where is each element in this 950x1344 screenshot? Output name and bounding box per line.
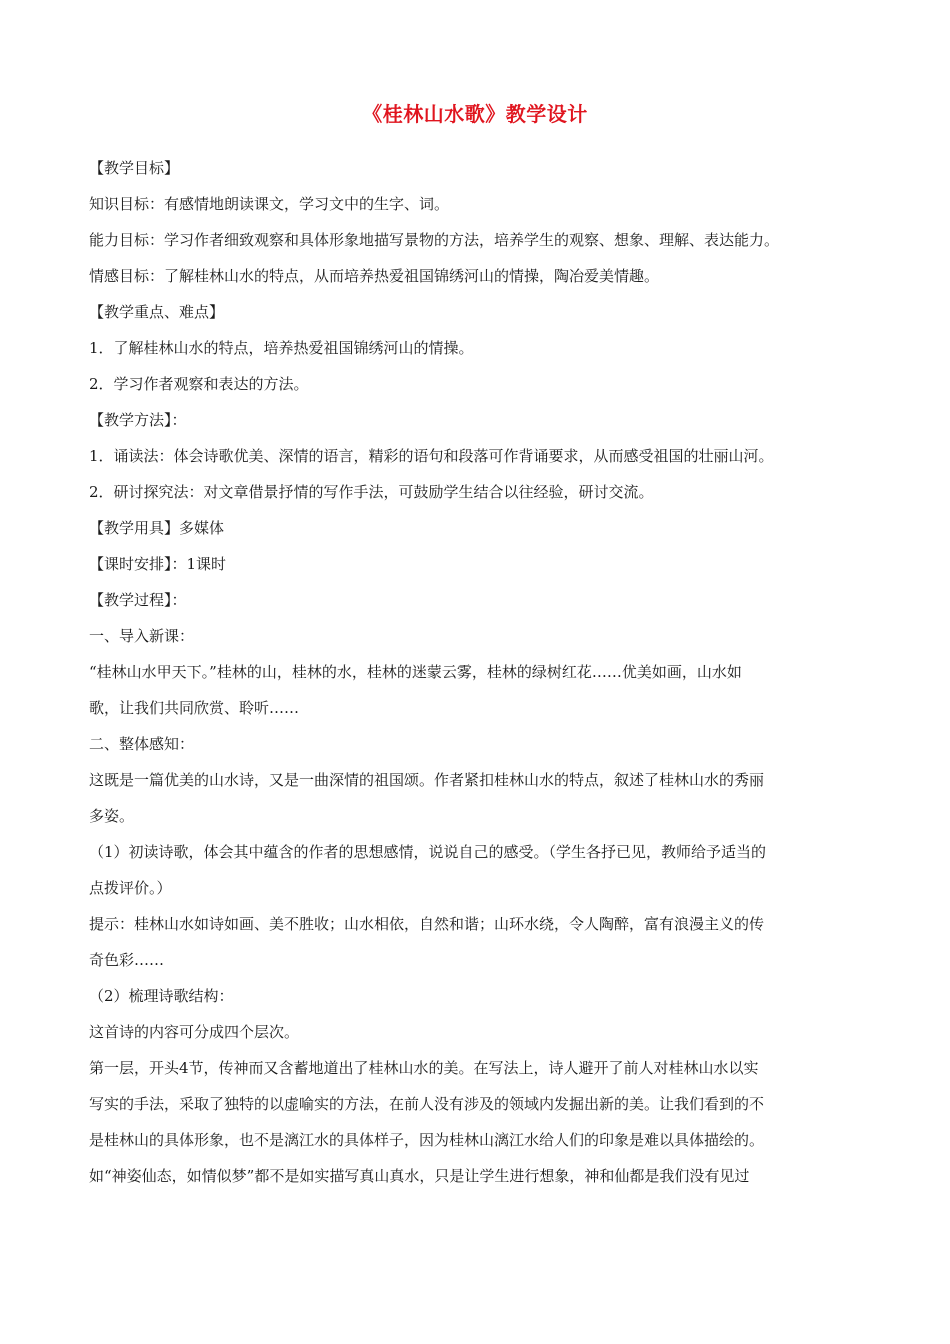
paragraph-introduction-line-2: 歌，让我们共同欣赏、聆听…… <box>89 699 300 717</box>
paragraph-step-1-line-1: （1）初读诗歌，体会其中蕴含的作者的思想感情，说说自己的感受。（学生各抒已见，教师给予适当的 <box>89 843 767 861</box>
document-body <box>89 150 861 1194</box>
paragraph-layer-1-line-3: 是桂林山的具体形象，也不是漓江水的具体样子，因为桂林山漓江水给人们的印象是难以具体描绘的。 <box>89 1131 765 1149</box>
paragraph-step-2: （2）梳理诗歌结构： <box>89 987 234 1005</box>
section-heading-key-points: 【教学重点、难点】 <box>89 303 225 321</box>
paragraph-emotion-goal: 情感目标：了解桂林山水的特点，从而培养热爱祖国锦绣河山的情操，陶冶爱美情趣。 <box>89 267 660 285</box>
section-heading-goals: 【教学目标】 <box>89 159 180 177</box>
paragraph-hint-line-1: 提示：桂林山水如诗如画、美不胜收；山水相依，自然和谐；山环水绕，令人陶醉，富有浪漫主义的传 <box>89 915 765 933</box>
paragraph-knowledge-goal: 知识目标：有感情地朗读课文，学习文中的生字、词。 <box>89 195 450 213</box>
paragraph-structure-intro: 这首诗的内容可分成四个层次。 <box>89 1023 300 1041</box>
subheading-overall-perception: 二、整体感知： <box>89 735 195 753</box>
subheading-introduction: 一、导入新课： <box>89 627 195 645</box>
list-item-key-point-1: 1．了解桂林山水的特点，培养热爱祖国锦绣河山的情操。 <box>89 339 474 357</box>
paragraph-introduction-line-1: “桂林山水甲天下。”桂林的山，桂林的水，桂林的迷蒙云雾，桂林的绿树红花……优美如画，山水如 <box>89 663 742 681</box>
section-heading-methods: 【教学方法】： <box>89 411 187 429</box>
paragraph-overview-line-1: 这既是一篇优美的山水诗，又是一曲深情的祖国颂。作者紧扣桂林山水的特点，叙述了桂林山水的秀丽 <box>89 771 765 789</box>
list-item-key-point-2: 2．学习作者观察和表达的方法。 <box>89 375 309 393</box>
paragraph-step-1-line-2: 点拨评价。） <box>89 879 172 897</box>
paragraph-overview-line-2: 多姿。 <box>89 807 135 825</box>
section-heading-process: 【教学过程】： <box>89 591 187 609</box>
section-heading-schedule: 【课时安排】：1课时 <box>89 555 227 573</box>
list-item-method-2: 2．研讨探究法：对文章借景抒情的写作手法，可鼓励学生结合以往经验，研讨交流。 <box>89 483 654 501</box>
paragraph-layer-1-line-4: 如“神姿仙态，如情似梦”都不是如实描写真山真水，只是让学生进行想象，神和仙都是我们没有见过 <box>89 1167 750 1185</box>
section-heading-tools: 【教学用具】多媒体 <box>89 519 225 537</box>
list-item-method-1: 1．诵读法：体会诗歌优美、深情的语言，精彩的语句和段落可作背诵要求，从而感受祖国的壮丽山河。 <box>89 447 774 465</box>
paragraph-layer-1-line-2: 写实的手法，采取了独特的以虚喻实的方法，在前人没有涉及的领域内发掘出新的美。让我们看到的不 <box>89 1095 765 1113</box>
paragraph-hint-line-2: 奇色彩…… <box>89 951 165 969</box>
paragraph-ability-goal: 能力目标：学习作者细致观察和具体形象地描写景物的方法，培养学生的观察、想象、理解、表达能力。 <box>89 231 780 249</box>
document-title: 《桂林山水歌》教学设计 <box>362 102 588 126</box>
paragraph-layer-1-line-1: 第一层，开头4节，传神而又含蓄地道出了桂林山水的美。在写法上，诗人避开了前人对桂林山水以实 <box>89 1059 759 1077</box>
